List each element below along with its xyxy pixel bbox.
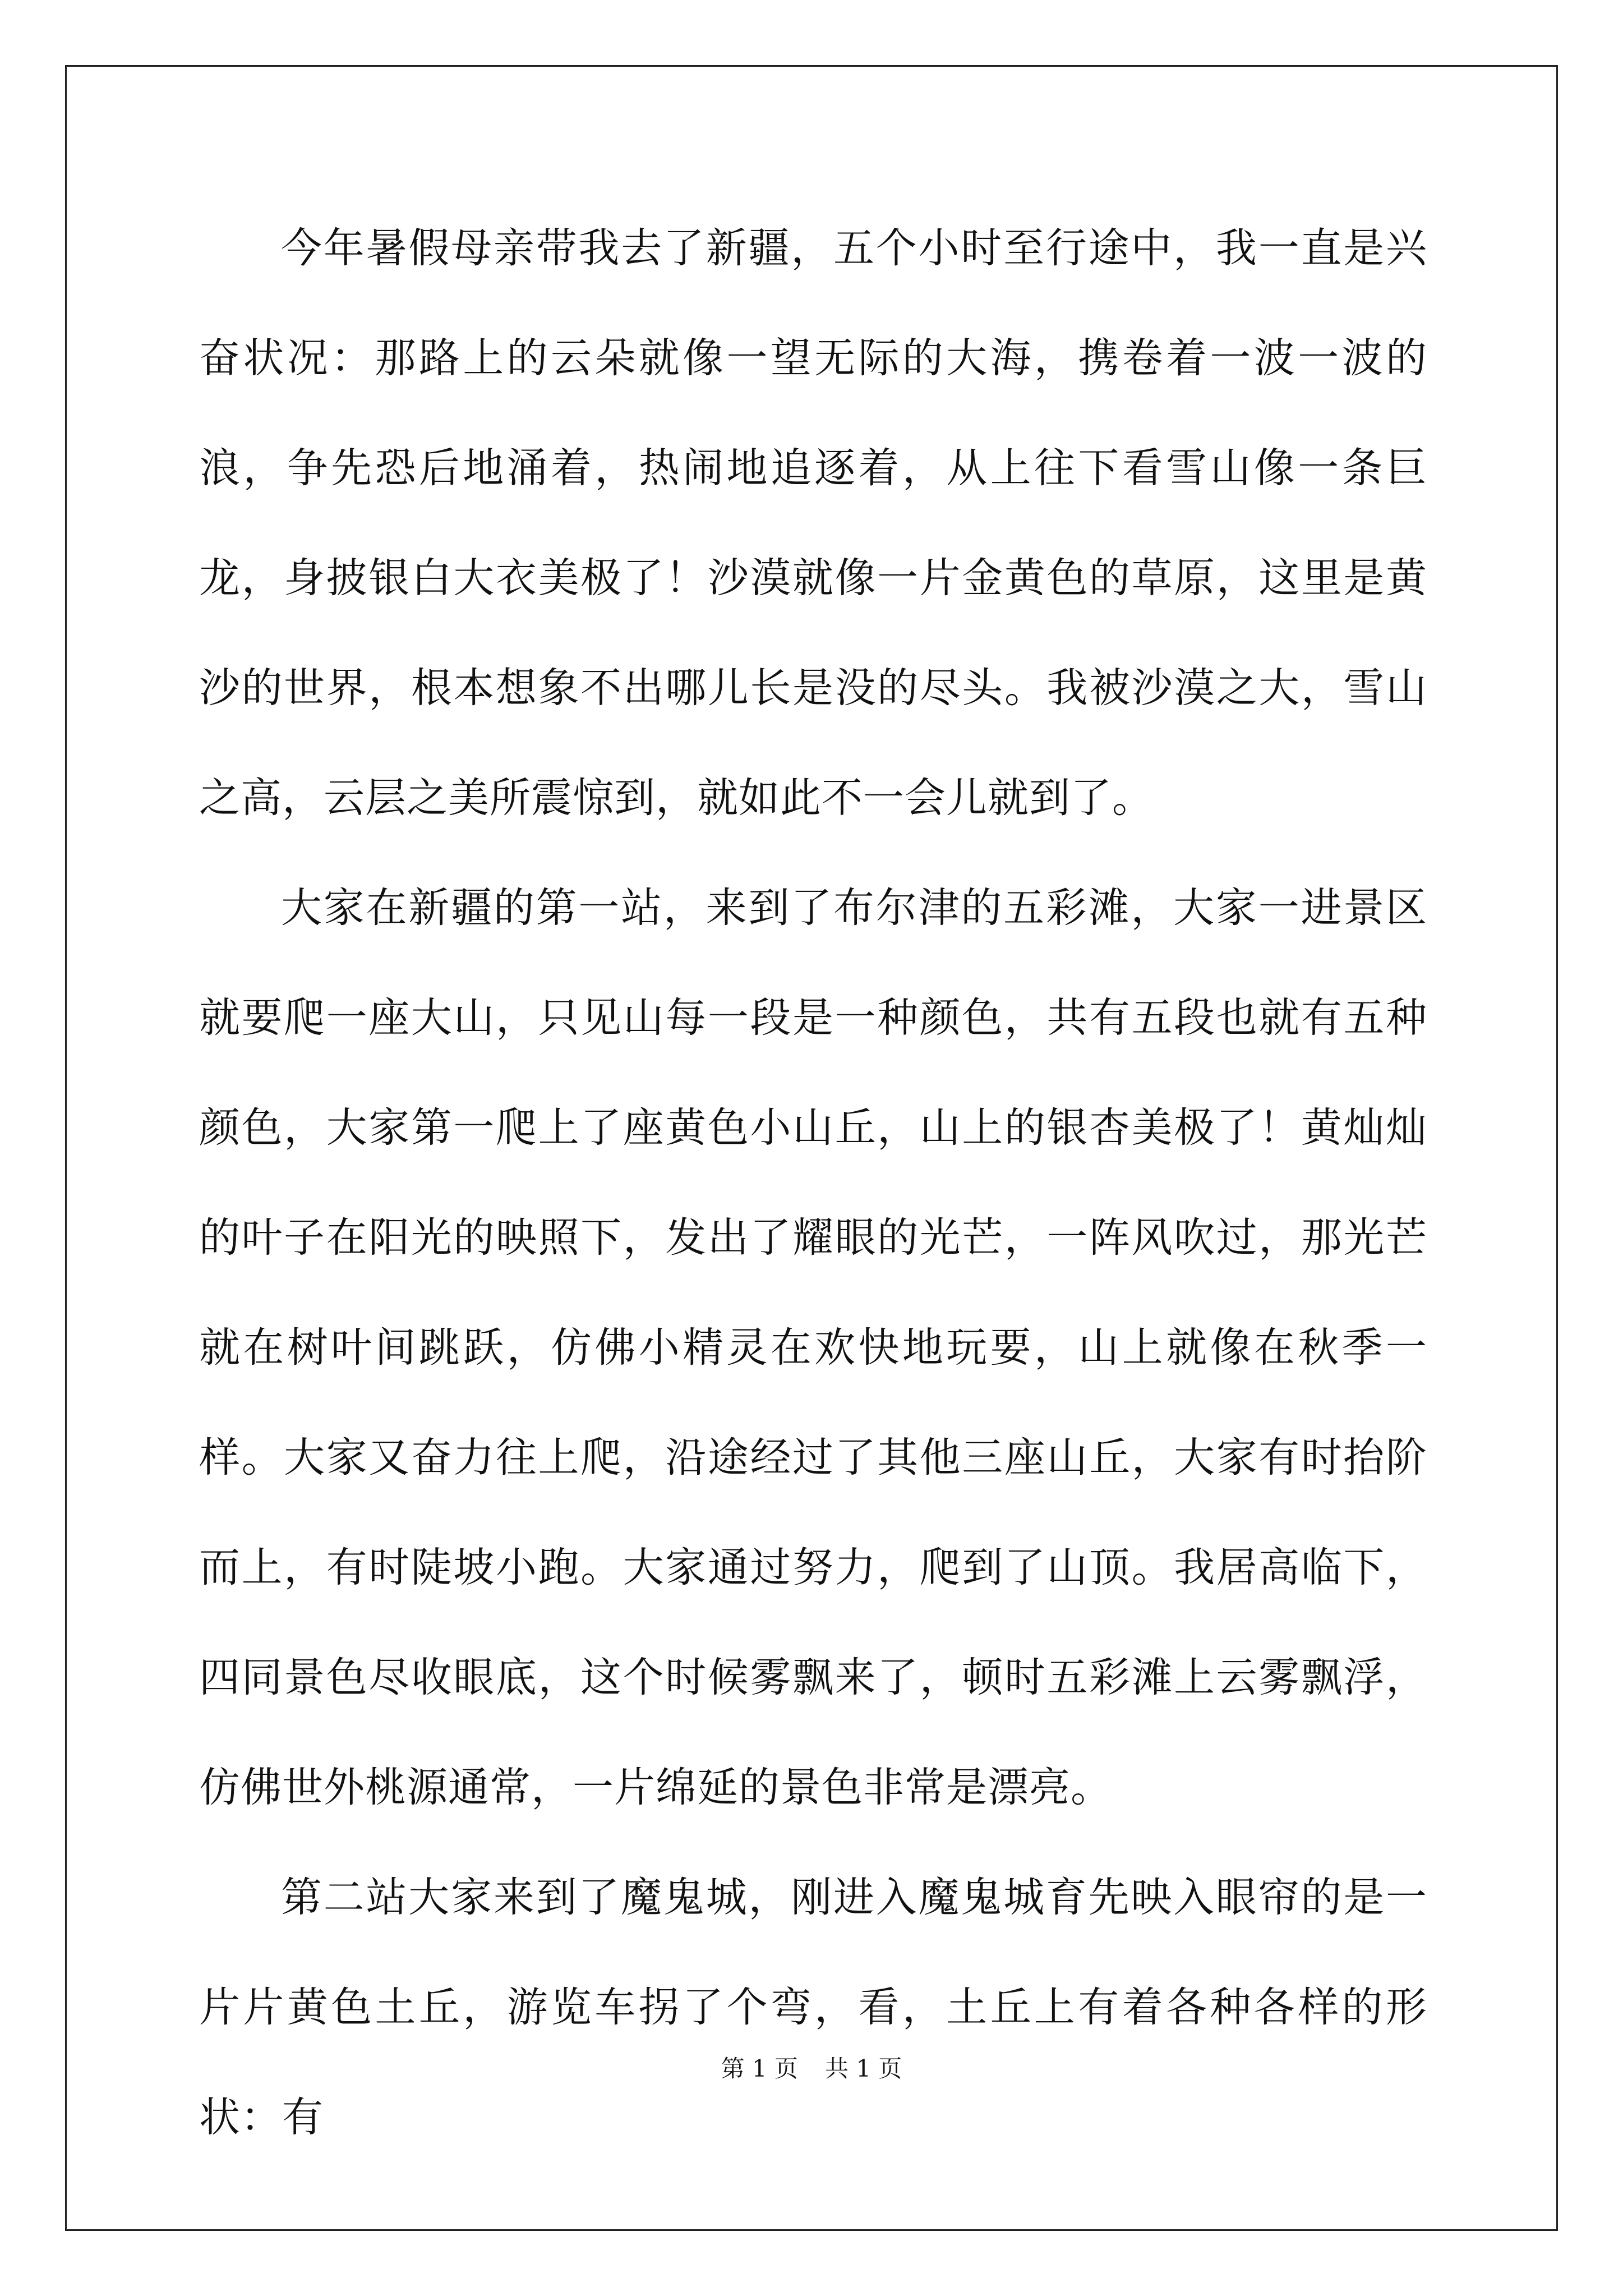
paragraph-1: 今年暑假母亲带我去了新疆，五个小时至行途中，我一直是兴奋状况：那路上的云朵就像一望无际的大海，携卷着一波一波的浪，争先恐后地涌着，热闹地追逐着，从上往下看雪山像一条巨龙，身披银白大衣美极了！沙漠就像一片金黄色的草原，这里是黄沙的世界，根本想象不出哪儿长是没的尽头。我被沙漠之大，雪山之高，云层之美所震惊到，就如此不一会儿就到了。 (199, 224, 1427, 822)
page-footer (0, 2052, 1623, 2086)
document-body (199, 194, 1427, 2173)
page-total: 共 1 页 (825, 2055, 902, 2082)
paragraph-3: 第二站大家来到了魔鬼城，刚进入魔鬼城育先映入眼帘的是一片片黄色土丘，游览车拐了个弯，看，土丘上有着各种各样的形状：有 (199, 1874, 1427, 2141)
paragraph-2: 大家在新疆的第一站，来到了布尔津的五彩滩，大家一进景区就要爬一座大山，只见山每一段是一种颜色，共有五段也就有五种颜色，大家第一爬上了座黄色小山丘，山上的银杏美极了！黄灿灿的叶子在阳光的映照下，发出了耀眼的光芒，一阵风吹过，那光芒就在树叶间跳跃，仿佛小精灵在欢快地玩要，山上就像在秋季一样。大家又奋力往上爬，沿途经过了其他三座山丘，大家有时抬阶而上，有时陡坡小跑。大家通过努力，爬到了山顶。我居高临下，四同景色尽收眼底，这个时候雾飘来了，顿时五彩滩上云雾飘浮，仿佛世外桃源通常，一片绵延的景色非常是漂亮。 (199, 884, 1427, 1811)
page-number: 第 1 页 (721, 2055, 798, 2082)
